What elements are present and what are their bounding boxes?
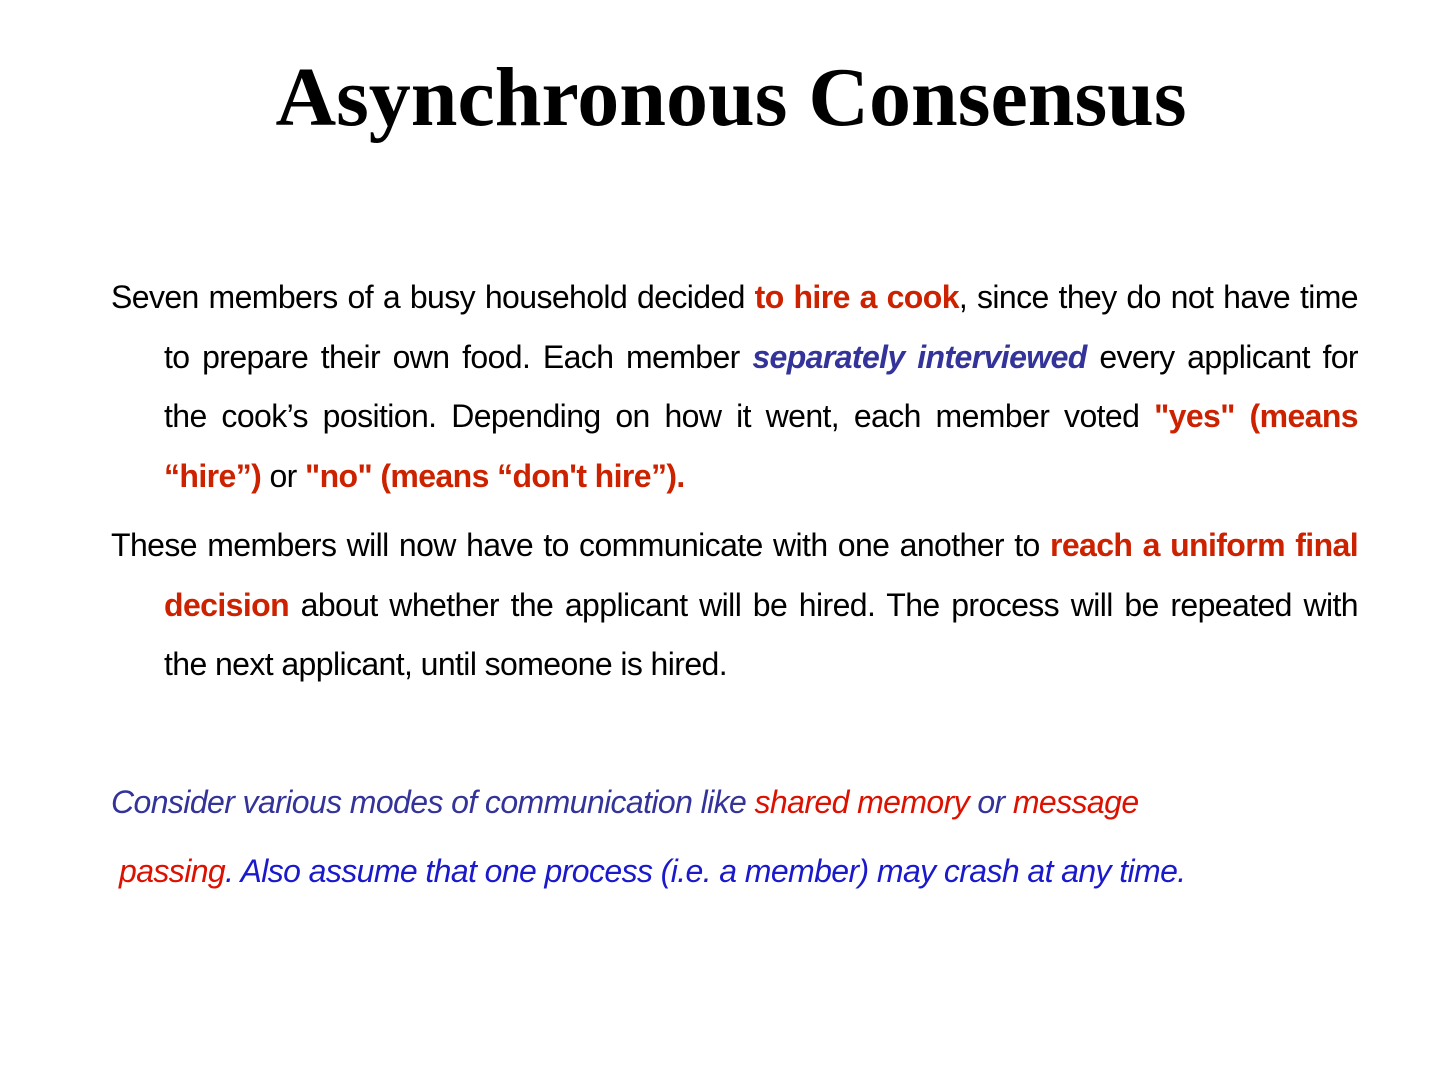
highlight-no-vote: "no" (means “don't hire”).: [305, 457, 685, 494]
note-text: or: [969, 784, 1013, 820]
highlight-uniform-decision: reach a uniform final decision: [164, 527, 1359, 623]
note-text: Consider various modes of communication like: [111, 784, 755, 820]
slide-title: Asynchronous Consensus: [275, 51, 1187, 144]
highlight-hire-cook: to hire a cook: [754, 279, 959, 315]
note-text: . Also assume that one process (i.e. a member) may crash at any time.: [225, 853, 1186, 889]
highlight-separately-interviewed: separately interviewed: [752, 338, 1087, 375]
paragraph-text: Seven members of a busy household decided: [111, 279, 755, 315]
note-highlight-shared-memory: shared memory: [754, 784, 970, 820]
highlight-yes-vote: "yes" (means “hire”): [164, 398, 1358, 494]
note-highlight-passing: passing: [119, 853, 226, 889]
note-line-2: [119, 851, 1186, 891]
paragraph-text: or: [261, 457, 305, 494]
note-highlight-message: message: [1012, 784, 1139, 820]
paragraph-text: These members will now have to communicate with one another to: [111, 527, 1050, 563]
paragraph-communicate: [111, 516, 1358, 695]
paragraph-text: every applicant for the cook’s position. Depending on how it went, each member voted: [164, 338, 1358, 434]
note-line-1: [111, 782, 1139, 822]
paragraph-text: about whether the applicant will be hired. The process will be repeated with the next applicant, until someone is hired.: [164, 586, 1358, 682]
paragraph-text: , since they do not have time to prepare their own food. Each member: [164, 279, 1358, 375]
paragraph-household: [111, 268, 1358, 506]
